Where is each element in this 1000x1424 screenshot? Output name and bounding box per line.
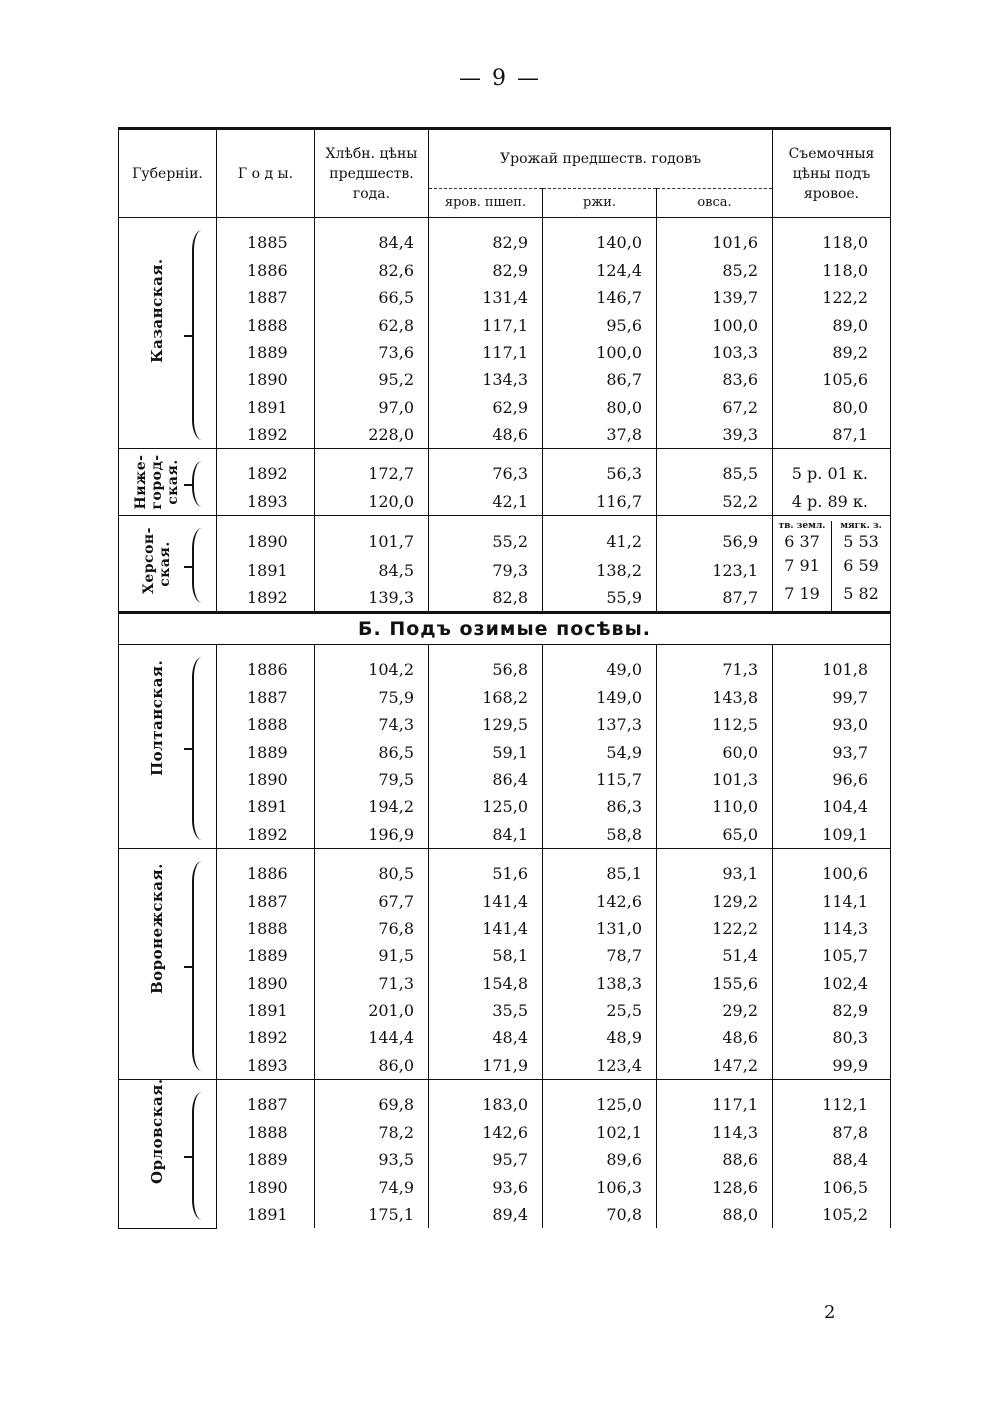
spring-wheat-cell: 58,1 xyxy=(429,942,543,969)
price-cell: 84,5 xyxy=(315,556,429,583)
gubernia-label-wrap xyxy=(119,516,216,611)
spring-wheat-cell: 82,8 xyxy=(429,584,543,613)
rye-cell: 116,7 xyxy=(543,488,657,516)
table-row xyxy=(119,584,891,613)
price-cell: 144,4 xyxy=(315,1024,429,1051)
rye-cell: 146,7 xyxy=(543,284,657,311)
price-cell: 201,0 xyxy=(315,997,429,1024)
spring-wheat-cell: 117,1 xyxy=(429,339,543,366)
oats-cell: 123,1 xyxy=(657,556,773,583)
rent-cell: 122,2 xyxy=(773,284,891,311)
oats-cell: 39,3 xyxy=(657,421,773,449)
oats-cell: 103,3 xyxy=(657,339,773,366)
rent-cell: 4 р. 89 к. xyxy=(773,488,891,516)
year-cell: 1889 xyxy=(217,942,315,969)
rent-cell: 99,7 xyxy=(773,684,891,711)
price-cell: 80,5 xyxy=(315,848,429,888)
rent-cell: 112,1 xyxy=(773,1079,891,1119)
table-row xyxy=(119,820,891,848)
year-cell: 1886 xyxy=(217,848,315,888)
rent-cell: 118,0 xyxy=(773,218,891,258)
header-rye: ржи. xyxy=(543,189,657,218)
year-cell: 1889 xyxy=(217,1146,315,1173)
spring-wheat-cell: 48,6 xyxy=(429,421,543,449)
year-cell: 1888 xyxy=(217,1119,315,1146)
gubernia-label-wrap xyxy=(119,1080,216,1228)
rye-cell: 86,3 xyxy=(543,793,657,820)
table-row xyxy=(119,257,891,284)
price-cell: 86,0 xyxy=(315,1052,429,1080)
rent-cell-split xyxy=(773,556,891,583)
price-cell: 75,9 xyxy=(315,684,429,711)
price-cell: 104,2 xyxy=(315,644,429,684)
gubernia-cell xyxy=(119,218,217,449)
year-cell: 1890 xyxy=(217,970,315,997)
header-oats: овса. xyxy=(657,189,773,218)
year-cell: 1889 xyxy=(217,739,315,766)
price-cell: 194,2 xyxy=(315,793,429,820)
price-cell: 69,8 xyxy=(315,1079,429,1119)
table-row xyxy=(119,766,891,793)
year-cell: 1888 xyxy=(217,915,315,942)
oats-cell: 117,1 xyxy=(657,1079,773,1119)
gubernia-label-wrap xyxy=(119,849,216,1079)
table-row xyxy=(119,684,891,711)
spring-wheat-cell: 76,3 xyxy=(429,449,543,489)
rent-subheader xyxy=(773,521,890,532)
price-cell: 120,0 xyxy=(315,488,429,516)
spring-wheat-cell: 82,9 xyxy=(429,257,543,284)
header-gubernia: Губерніи. xyxy=(119,129,217,218)
gubernia-cell xyxy=(119,1079,217,1228)
rent-cell: 93,7 xyxy=(773,739,891,766)
year-cell: 1886 xyxy=(217,644,315,684)
rye-cell: 138,2 xyxy=(543,556,657,583)
oats-cell: 88,0 xyxy=(657,1201,773,1228)
rye-cell: 37,8 xyxy=(543,421,657,449)
brace-mark xyxy=(192,861,204,1071)
spring-wheat-cell: 35,5 xyxy=(429,997,543,1024)
spring-wheat-cell: 141,4 xyxy=(429,888,543,915)
rent-cell: 118,0 xyxy=(773,257,891,284)
spring-wheat-cell: 55,2 xyxy=(429,516,543,557)
rent-cell: 5 р. 01 к. xyxy=(773,449,891,489)
brace-mark xyxy=(192,528,204,603)
oats-cell: 29,2 xyxy=(657,997,773,1024)
table-row xyxy=(119,516,891,557)
spring-wheat-cell: 86,4 xyxy=(429,766,543,793)
year-cell: 1885 xyxy=(217,218,315,258)
rye-cell: 48,9 xyxy=(543,1024,657,1051)
rent-values xyxy=(773,584,890,611)
price-cell: 95,2 xyxy=(315,366,429,393)
price-cell: 84,4 xyxy=(315,218,429,258)
price-cell: 67,7 xyxy=(315,888,429,915)
section-kherson-body xyxy=(119,516,891,613)
price-cell: 78,2 xyxy=(315,1119,429,1146)
oats-cell: 139,7 xyxy=(657,284,773,311)
spring-wheat-cell: 84,1 xyxy=(429,820,543,848)
oats-cell: 101,3 xyxy=(657,766,773,793)
price-harvest-table xyxy=(118,127,891,1229)
year-cell: 1887 xyxy=(217,684,315,711)
year-cell: 1888 xyxy=(217,312,315,339)
spring-wheat-cell: 48,4 xyxy=(429,1024,543,1051)
table-row xyxy=(119,1173,891,1200)
table-row xyxy=(119,711,891,738)
oats-cell: 143,8 xyxy=(657,684,773,711)
price-cell: 79,5 xyxy=(315,766,429,793)
oats-cell: 85,2 xyxy=(657,257,773,284)
rent-cell: 105,7 xyxy=(773,942,891,969)
rent-cell: 114,1 xyxy=(773,888,891,915)
year-cell: 1888 xyxy=(217,711,315,738)
oats-cell: 155,6 xyxy=(657,970,773,997)
spring-wheat-cell: 154,8 xyxy=(429,970,543,997)
year-cell: 1892 xyxy=(217,820,315,848)
table-row xyxy=(119,556,891,583)
rent-cell: 99,9 xyxy=(773,1052,891,1080)
price-cell: 73,6 xyxy=(315,339,429,366)
rent-cell: 87,1 xyxy=(773,421,891,449)
year-cell: 1890 xyxy=(217,1173,315,1200)
rye-cell: 85,1 xyxy=(543,848,657,888)
table-header xyxy=(119,129,891,218)
price-cell: 66,5 xyxy=(315,284,429,311)
table-row xyxy=(119,339,891,366)
brace-mark xyxy=(192,1092,204,1220)
spring-wheat-cell: 117,1 xyxy=(429,312,543,339)
rye-cell: 142,6 xyxy=(543,888,657,915)
rent-cell: 93,0 xyxy=(773,711,891,738)
rent-subheader-soft: мягк. з. xyxy=(831,521,890,532)
header-rent: Съемочныя цѣны подъ яровое. xyxy=(773,129,891,218)
rent-soft-land: 5 82 xyxy=(831,584,890,611)
table-row xyxy=(119,1024,891,1051)
rye-cell: 78,7 xyxy=(543,942,657,969)
page-number: — 9 — xyxy=(459,66,541,91)
rye-cell: 41,2 xyxy=(543,516,657,557)
rye-cell: 86,7 xyxy=(543,366,657,393)
table-row xyxy=(119,366,891,393)
table-row xyxy=(119,1146,891,1173)
table-row xyxy=(119,393,891,420)
year-cell: 1890 xyxy=(217,766,315,793)
spring-wheat-cell: 51,6 xyxy=(429,848,543,888)
oats-cell: 128,6 xyxy=(657,1173,773,1200)
spring-wheat-cell: 62,9 xyxy=(429,393,543,420)
rye-cell: 102,1 xyxy=(543,1119,657,1146)
table-row xyxy=(119,312,891,339)
oats-cell: 71,3 xyxy=(657,644,773,684)
rye-cell: 125,0 xyxy=(543,1079,657,1119)
rye-cell: 137,3 xyxy=(543,711,657,738)
spring-wheat-cell: 95,7 xyxy=(429,1146,543,1173)
oats-cell: 122,2 xyxy=(657,915,773,942)
year-cell: 1893 xyxy=(217,1052,315,1080)
gubernia-label-wrap xyxy=(119,449,216,515)
spring-wheat-cell: 183,0 xyxy=(429,1079,543,1119)
table-row xyxy=(119,1079,891,1119)
table-row xyxy=(119,915,891,942)
price-cell: 172,7 xyxy=(315,449,429,489)
header-harvest: Урожай предшеств. годовъ xyxy=(429,129,773,189)
oats-cell: 101,6 xyxy=(657,218,773,258)
price-cell: 175,1 xyxy=(315,1201,429,1228)
rent-subheader-hard: тв. земл. xyxy=(778,520,826,531)
rye-cell: 138,3 xyxy=(543,970,657,997)
table-row xyxy=(119,488,891,516)
gubernia-cell xyxy=(119,449,217,516)
gubernia-name: Ниже- город- ская. xyxy=(133,454,181,510)
gubernia-name: Воронежская. xyxy=(148,862,166,994)
oats-cell: 67,2 xyxy=(657,393,773,420)
price-cell: 74,9 xyxy=(315,1173,429,1200)
price-cell: 139,3 xyxy=(315,584,429,613)
rye-cell: 140,0 xyxy=(543,218,657,258)
price-cell: 91,5 xyxy=(315,942,429,969)
year-cell: 1891 xyxy=(217,1201,315,1228)
year-cell: 1891 xyxy=(217,997,315,1024)
table-row xyxy=(119,284,891,311)
price-cell: 62,8 xyxy=(315,312,429,339)
rye-cell: 100,0 xyxy=(543,339,657,366)
gubernia-name: Полтанская. xyxy=(148,660,166,777)
year-cell: 1887 xyxy=(217,1079,315,1119)
rent-cell: 109,1 xyxy=(773,820,891,848)
rent-cell: 114,3 xyxy=(773,915,891,942)
table-row xyxy=(119,449,891,489)
rye-cell: 25,5 xyxy=(543,997,657,1024)
brace-mark xyxy=(192,230,204,440)
signature-mark: 2 xyxy=(824,1302,836,1323)
gubernia-cell xyxy=(119,516,217,613)
oats-cell: 65,0 xyxy=(657,820,773,848)
rye-cell: 106,3 xyxy=(543,1173,657,1200)
year-cell: 1892 xyxy=(217,421,315,449)
year-cell: 1887 xyxy=(217,284,315,311)
rent-cell: 102,4 xyxy=(773,970,891,997)
rye-cell: 123,4 xyxy=(543,1052,657,1080)
rye-cell: 70,8 xyxy=(543,1201,657,1228)
year-cell: 1887 xyxy=(217,888,315,915)
rent-hard-land: 6 37 xyxy=(784,531,820,551)
oats-cell: 110,0 xyxy=(657,793,773,820)
rye-cell: 80,0 xyxy=(543,393,657,420)
oats-cell: 83,6 xyxy=(657,366,773,393)
year-cell: 1891 xyxy=(217,393,315,420)
table-row xyxy=(119,970,891,997)
table-row xyxy=(119,739,891,766)
rent-cell: 89,0 xyxy=(773,312,891,339)
rent-cell: 104,4 xyxy=(773,793,891,820)
brace-mark xyxy=(192,657,204,840)
spring-wheat-cell: 168,2 xyxy=(429,684,543,711)
gubernia-label-wrap xyxy=(119,645,216,848)
price-cell: 74,3 xyxy=(315,711,429,738)
table-row xyxy=(119,1119,891,1146)
rent-cell: 105,6 xyxy=(773,366,891,393)
year-cell: 1892 xyxy=(217,449,315,489)
year-cell: 1893 xyxy=(217,488,315,516)
rent-cell: 96,6 xyxy=(773,766,891,793)
price-cell: 93,5 xyxy=(315,1146,429,1173)
section-b-title: Б. Подъ озимые посѣвы. xyxy=(119,612,891,644)
section-b-heading xyxy=(119,612,891,644)
rent-soft-land: 5 53 xyxy=(831,532,890,562)
oats-cell: 112,5 xyxy=(657,711,773,738)
gubernia-name: Херсон- ская. xyxy=(141,526,173,594)
spring-wheat-cell: 89,4 xyxy=(429,1201,543,1228)
gubernia-cell xyxy=(119,848,217,1079)
oats-cell: 60,0 xyxy=(657,739,773,766)
rent-cell: 106,5 xyxy=(773,1173,891,1200)
spring-wheat-cell: 82,9 xyxy=(429,218,543,258)
rent-cell: 100,6 xyxy=(773,848,891,888)
oats-cell: 87,7 xyxy=(657,584,773,613)
year-cell: 1890 xyxy=(217,516,315,557)
rye-cell: 89,6 xyxy=(543,1146,657,1173)
oats-cell: 100,0 xyxy=(657,312,773,339)
rent-cell: 80,0 xyxy=(773,393,891,420)
rent-cell: 101,8 xyxy=(773,644,891,684)
spring-wheat-cell: 129,5 xyxy=(429,711,543,738)
rent-cell: 82,9 xyxy=(773,997,891,1024)
price-cell: 86,5 xyxy=(315,739,429,766)
oats-cell: 93,1 xyxy=(657,848,773,888)
rye-cell: 115,7 xyxy=(543,766,657,793)
rent-hard-land: 7 19 xyxy=(784,583,820,603)
oats-cell: 114,3 xyxy=(657,1119,773,1146)
rye-cell: 58,8 xyxy=(543,820,657,848)
price-cell: 228,0 xyxy=(315,421,429,449)
table-row xyxy=(119,942,891,969)
year-cell: 1886 xyxy=(217,257,315,284)
rent-soft-land: 6 59 xyxy=(831,556,890,583)
gubernia-label-wrap xyxy=(119,218,216,448)
rent-cell: 88,4 xyxy=(773,1146,891,1173)
table-row xyxy=(119,1201,891,1228)
spring-wheat-cell: 134,3 xyxy=(429,366,543,393)
table-row xyxy=(119,848,891,888)
year-cell: 1891 xyxy=(217,556,315,583)
price-cell: 101,7 xyxy=(315,516,429,557)
table-row xyxy=(119,888,891,915)
oats-cell: 51,4 xyxy=(657,942,773,969)
rent-cell-split xyxy=(773,516,891,557)
gubernia-name: Казанская. xyxy=(148,258,166,364)
year-cell: 1892 xyxy=(217,1024,315,1051)
oats-cell: 56,9 xyxy=(657,516,773,557)
rye-cell: 55,9 xyxy=(543,584,657,613)
rye-cell: 49,0 xyxy=(543,644,657,684)
header-years: Г о д ы. xyxy=(217,129,315,218)
rent-hard-land: 7 91 xyxy=(784,556,820,576)
table-row xyxy=(119,218,891,258)
spring-wheat-cell: 93,6 xyxy=(429,1173,543,1200)
year-cell: 1889 xyxy=(217,339,315,366)
oats-cell: 88,6 xyxy=(657,1146,773,1173)
spring-wheat-cell: 171,9 xyxy=(429,1052,543,1080)
table-row xyxy=(119,793,891,820)
spring-wheat-cell: 141,4 xyxy=(429,915,543,942)
year-cell: 1892 xyxy=(217,584,315,613)
price-cell: 196,9 xyxy=(315,820,429,848)
price-cell: 97,0 xyxy=(315,393,429,420)
rye-cell: 95,6 xyxy=(543,312,657,339)
header-price: Хлѣбн. цѣны предшеств. года. xyxy=(315,129,429,218)
brace-mark xyxy=(192,461,204,507)
table-row xyxy=(119,644,891,684)
oats-cell: 48,6 xyxy=(657,1024,773,1051)
spring-wheat-cell: 59,1 xyxy=(429,739,543,766)
spring-wheat-cell: 125,0 xyxy=(429,793,543,820)
rye-cell: 56,3 xyxy=(543,449,657,489)
rent-cell-split xyxy=(773,584,891,613)
rye-cell: 149,0 xyxy=(543,684,657,711)
table-row xyxy=(119,997,891,1024)
rye-cell: 124,4 xyxy=(543,257,657,284)
rye-cell: 54,9 xyxy=(543,739,657,766)
spring-wheat-cell: 142,6 xyxy=(429,1119,543,1146)
table-row xyxy=(119,1052,891,1080)
oats-cell: 147,2 xyxy=(657,1052,773,1080)
rent-cell: 80,3 xyxy=(773,1024,891,1051)
gubernia-name: Орловская. xyxy=(148,1078,166,1184)
oats-cell: 52,2 xyxy=(657,488,773,516)
section-b-body xyxy=(119,644,891,1228)
spring-wheat-cell: 79,3 xyxy=(429,556,543,583)
rent-values xyxy=(773,556,890,583)
rent-cell: 105,2 xyxy=(773,1201,891,1228)
year-cell: 1890 xyxy=(217,366,315,393)
rent-cell: 87,8 xyxy=(773,1119,891,1146)
spring-wheat-cell: 56,8 xyxy=(429,644,543,684)
year-cell: 1891 xyxy=(217,793,315,820)
price-cell: 71,3 xyxy=(315,970,429,997)
rent-cell: 89,2 xyxy=(773,339,891,366)
rye-cell: 131,0 xyxy=(543,915,657,942)
oats-cell: 129,2 xyxy=(657,888,773,915)
header-spring-wheat: яров. пшеп. xyxy=(429,189,543,218)
price-cell: 76,8 xyxy=(315,915,429,942)
table-row xyxy=(119,421,891,449)
spring-wheat-cell: 42,1 xyxy=(429,488,543,516)
price-cell: 82,6 xyxy=(315,257,429,284)
section-a-body xyxy=(119,218,891,516)
oats-cell: 85,5 xyxy=(657,449,773,489)
spring-wheat-cell: 131,4 xyxy=(429,284,543,311)
gubernia-cell xyxy=(119,644,217,848)
